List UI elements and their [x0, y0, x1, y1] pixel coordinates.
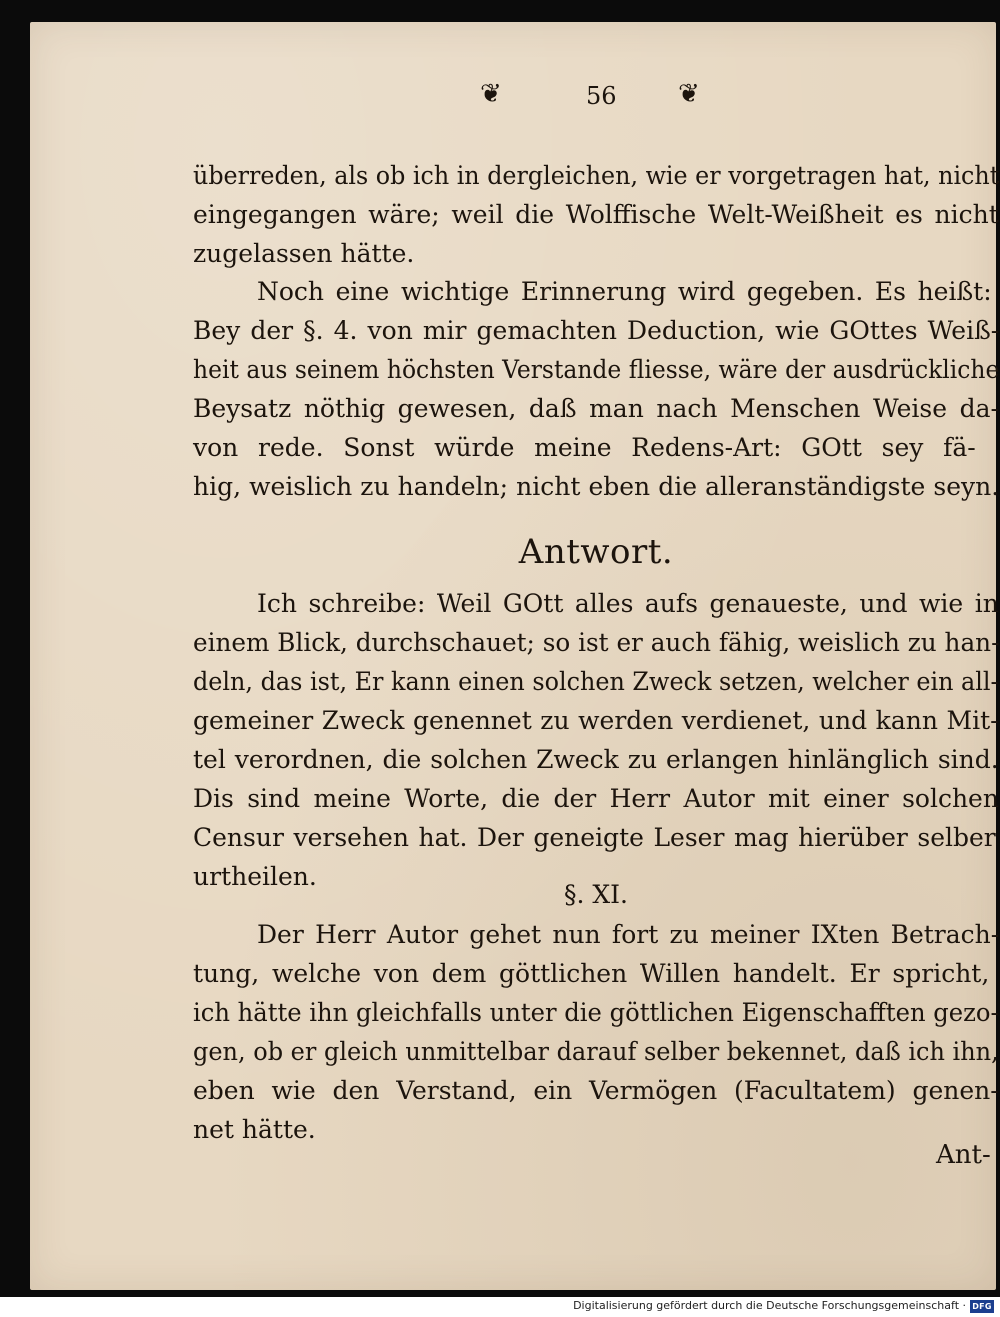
- page-number: 56: [586, 82, 617, 110]
- page-header: [450, 74, 710, 114]
- text-line: Der Herr Autor gehet nun fort zu meiner IXten Betrach-: [257, 920, 1000, 949]
- text-line: deln, das ist, Er kann einen solchen Zweck setzen, welcher ein all-: [193, 667, 999, 696]
- funding-note: Digitalisierung gefördert durch die Deutsche Forschungsgemeinschaft ·: [573, 1299, 966, 1312]
- text-line: hig, weislich zu handeln; nicht eben die alleranständigste seyn.: [193, 472, 1000, 501]
- paper-page: [30, 22, 1000, 1290]
- left-ornament-icon: ❦: [480, 79, 502, 109]
- paragraph-objection: [193, 272, 999, 506]
- catchword: Ant-: [936, 1140, 991, 1170]
- text-line: tung, welche von dem göttlichen Willen handelt. Er spricht,: [193, 959, 990, 988]
- paragraph-answer: [193, 584, 999, 896]
- dfg-logo-icon[interactable]: DFG: [970, 1300, 994, 1313]
- paragraph-section-xi: [193, 915, 999, 1149]
- section-heading: §. XI.: [563, 880, 628, 909]
- text-line: gen, ob er gleich unmittelbar darauf selber bekennet, daß ich ihn,: [193, 1037, 999, 1066]
- text-line: ich hätte ihn gleichfalls unter die göttlichen Eigenschafften gezo-: [193, 998, 999, 1027]
- text-line: Noch eine wichtige Erinnerung wird gegeben. Es heißt:: [257, 277, 992, 306]
- digitization-footer: [0, 1297, 1000, 1317]
- answer-heading: Antwort.: [518, 532, 674, 572]
- text-line: von rede. Sonst würde meine Redens-Art: GOtt sey fä-: [193, 433, 976, 462]
- text-line: tel verordnen, die solchen Zweck zu erlangen hinlänglich sind.: [193, 745, 999, 774]
- text-line: Dis sind meine Worte, die der Herr Autor mit einer solchen: [193, 784, 999, 813]
- text-line: heit aus seinem höchsten Verstande fliesse, wäre der ausdrückliche: [193, 355, 1000, 384]
- text-line: net hätte.: [193, 1115, 316, 1144]
- text-line: einem Blick, durchschauet; so ist er auch fähig, weislich zu han-: [193, 628, 1000, 657]
- text-line: zugelassen hätte.: [193, 239, 415, 268]
- text-line: urtheilen.: [193, 862, 317, 891]
- text-line: Bey der §. 4. von mir gemachten Deduction, wie GOttes Weiß-: [193, 316, 1000, 345]
- text-line: überreden, als ob ich in dergleichen, wie er vorgetragen hat, nicht: [193, 161, 1000, 190]
- text-line: Beysatz nöthig gewesen, daß man nach Menschen Weise da-: [193, 394, 999, 423]
- paragraph-continuation: [193, 156, 999, 273]
- text-line: Ich schreibe: Weil GOtt alles aufs genaueste, und wie in: [257, 589, 999, 618]
- text-line: eben wie den Verstand, ein Vermögen (Facultatem) genen-: [193, 1076, 999, 1105]
- text-line: gemeiner Zweck genennet zu werden verdienet, und kann Mit-: [193, 706, 999, 735]
- right-ornament-icon: ❦: [678, 79, 700, 109]
- text-line: eingegangen wäre; weil die Wolffische Welt-Weißheit es nicht: [193, 200, 999, 229]
- text-line: Censur versehen hat. Der geneigte Leser mag hierüber selber: [193, 823, 996, 852]
